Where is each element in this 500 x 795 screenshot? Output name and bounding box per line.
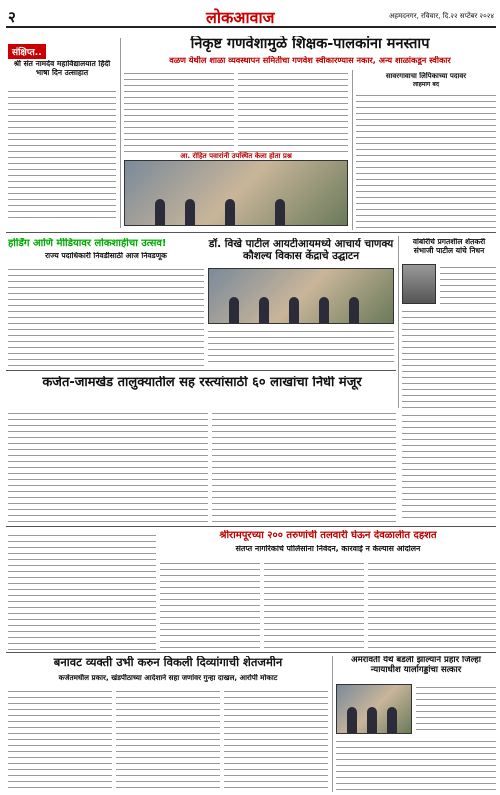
brand-logo: लोकआवाज: [206, 8, 275, 27]
section-divider: [6, 652, 496, 653]
section-divider: [6, 370, 396, 371]
obit-body-continued: [402, 412, 496, 522]
amravati-body: [336, 738, 496, 790]
iti-photo: [208, 268, 394, 324]
left-body: [8, 532, 156, 650]
sidebar-headline-1: श्री संत नामदेव महाविद्यालयात हिंदी भाषा दिन उत्साहात: [13, 60, 111, 77]
column-rule: [332, 656, 333, 792]
section-divider: [6, 232, 496, 233]
column-rule: [120, 38, 121, 228]
masthead: [6, 6, 496, 28]
obit-body-top: [440, 264, 496, 304]
shrirampur-body-col2: [264, 560, 364, 648]
section-divider: [6, 526, 496, 527]
obit-photo: [402, 264, 436, 304]
hordings-body: [8, 266, 204, 366]
banavat-subheadline: कर्जतमधील प्रकार, खंडपीठाच्या आदेशाने सहा जणांवर गुन्हा दाखल, आरोपी मोकाट: [58, 674, 278, 682]
right-headline-1-sub: लोहमार्ग बंद: [412, 82, 440, 88]
banavat-body-col1: [8, 688, 112, 790]
sidebar-label: संक्षिप्त..: [8, 44, 46, 59]
page-number: २: [8, 8, 16, 26]
shrirampur-headline: श्रीरामपूरच्या २०० तरुणांची तलवारी घेऊन देवळालीत दहशत: [219, 530, 437, 541]
banavat-body-col2: [116, 688, 220, 790]
karjat-headline: कर्जत-जामखेड तालुक्यातील सह रस्त्यांसाठी ६० लाखांचा निधी मंजूर: [42, 376, 362, 390]
amravati-body-top: [416, 684, 496, 734]
lead-photo-caption: आ. रोहित पवारांनी उपस्थित केला होता प्रश्न: [124, 152, 348, 160]
sidebar-body-1: [8, 88, 116, 220]
iti-body: [208, 328, 394, 366]
banavat-body-col3: [224, 688, 328, 790]
karjat-body-col2: [212, 410, 396, 522]
right-headline-1: सावरगावाचा लिपिकाच्या पदावर: [385, 72, 467, 80]
lead-body-col1: [124, 70, 234, 156]
shrirampur-body-col3: [368, 560, 496, 648]
karjat-body-col1: [8, 410, 208, 522]
lead-body-col2: [238, 70, 348, 156]
column-rule: [398, 236, 399, 408]
column-rule: [352, 70, 353, 230]
iti-headline: डॉ. विखे पाटील आयटीआयमध्ये आचार्य चाणक्य कौशल्य विकास केंद्राचे उद्घाटन: [208, 238, 394, 263]
right-body-1: [356, 92, 496, 228]
lead-photo: [124, 160, 348, 226]
amravati-photo: [336, 684, 412, 734]
shrirampur-body-col1: [160, 560, 260, 648]
obit-body: [402, 308, 496, 408]
shrirampur-subheadline: संतप्त नागरिकांचे पोलिसांना निवेदन, कारवाई न केल्यास आंदोलन: [235, 545, 421, 553]
lead-headline: निकृष्ट गणवेशामुळे शिक्षक-पालकांना मनस्ताप: [190, 36, 430, 52]
hordings-subheadline: राज्य पदाधिकारी निवडीसाठी आज निवडणूक: [45, 252, 167, 260]
hordings-headline: होर्डिंग आणि मीडियावर लोकशाहीचा उत्सव!: [8, 238, 167, 249]
lead-subheadline: वळण येथील शाळा व्यवस्थापन समितीचा गणवेश स्वीकारण्यास नकार, अन्य शाळांकडून स्वीकार: [169, 56, 451, 65]
banavat-headline: बनावट व्यक्ती उभी करुन विकली दिव्यांगाची शेतजमीन: [53, 656, 283, 669]
dateline: अहमदनगर, रविवार, दि.२२ सप्टेंबर २०२४: [388, 12, 494, 20]
obit-headline: वांबोरीचे प्रगतशील शेतकरी संभाजी पाटील यांचे निधन: [412, 238, 486, 255]
amravati-headline: अमरावती येथे बडली झाल्याने प्रहार जिल्हा न्यायाधीश यार्लागड्डांचा सत्कार: [351, 656, 481, 675]
